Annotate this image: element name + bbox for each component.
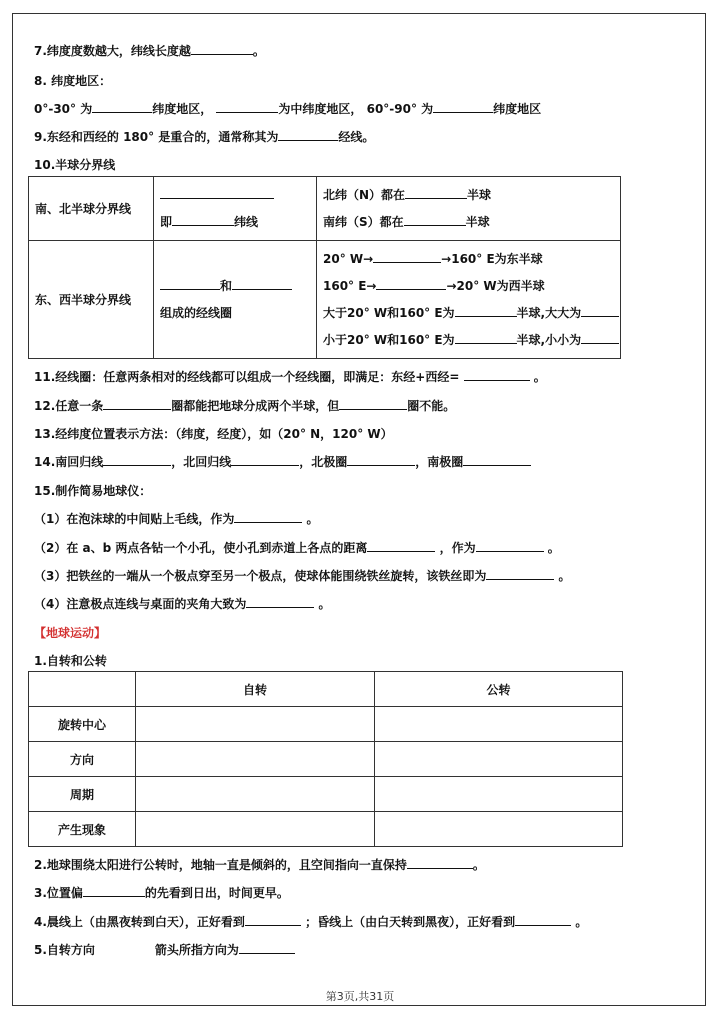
question-11 [34, 368, 546, 385]
q15-3-end: 。 [558, 569, 571, 583]
question-12 [34, 397, 455, 414]
row-label: 方向 [29, 742, 136, 777]
q15-4-blank[interactable] [246, 595, 314, 608]
m4-blank-1[interactable] [245, 913, 301, 926]
q8-blank-1[interactable] [92, 100, 152, 113]
q15-2-blank-2[interactable] [476, 539, 544, 552]
cell-rotation[interactable] [136, 777, 375, 812]
q15-2-blank-1[interactable] [367, 539, 435, 552]
m2-end: 。 [472, 858, 485, 872]
q15-2-mid: ，作为 [439, 541, 476, 555]
ns-blank-4[interactable] [404, 213, 466, 226]
question-10-title: 10.半球分界线 [34, 158, 116, 172]
m4-end: 。 [575, 915, 588, 929]
rotation-revolution-table [28, 671, 623, 847]
ew-blank-3[interactable] [373, 250, 441, 263]
q15-1-blank[interactable] [234, 510, 302, 523]
q15-3-blank[interactable] [486, 567, 554, 580]
q12-blank-2[interactable] [339, 397, 407, 410]
q8-text-a: 0°-30° 为 [34, 102, 93, 116]
ns-mid-after: 纬线 [234, 214, 259, 229]
ns-blank-1[interactable] [160, 186, 274, 199]
ns-mid [154, 177, 317, 241]
question-15-1 [34, 510, 319, 527]
m4-text-b: ；昏线上（由白天转到黑夜），正好看到 [305, 915, 516, 929]
q14-text-b: ，北回归线 [171, 455, 232, 469]
ew-mid-text: 组成的经线圈 [160, 305, 233, 320]
ew-and: 和 [220, 278, 233, 293]
ns-mid-text: 即 [160, 214, 173, 229]
ew-blank-8[interactable] [581, 331, 619, 344]
header-rotation: 自转 [136, 672, 375, 707]
page-number: 第3页,共31页 [325, 990, 395, 1003]
cell-rotation[interactable] [136, 812, 375, 847]
q12-text-a: 12.任意一条 [34, 399, 104, 413]
m3-blank[interactable] [83, 884, 145, 897]
cell-revolution[interactable] [375, 707, 623, 742]
ew-r3a: 大于20° W和160° E为 [323, 305, 455, 320]
ew-r3b: 半球,大大为 [516, 305, 582, 320]
q11-blank[interactable] [464, 368, 530, 381]
q8-text-b: 纬度地区， [152, 102, 213, 116]
header-empty [29, 672, 136, 707]
motion-4 [34, 913, 587, 930]
ns-blank-2[interactable] [172, 213, 234, 226]
q12-text-c: 圈不能。 [407, 399, 456, 413]
ns-right [317, 177, 621, 241]
q7-end: 。 [252, 44, 265, 58]
row-label: 产生现象 [29, 812, 136, 847]
q15-1-text: （1）在泡沫球的中间贴上毛线，作为 [34, 512, 235, 526]
q9-end: 经线。 [338, 130, 375, 144]
q8-text-c: 为中纬度地区， 60°-90° 为 [278, 102, 434, 116]
q8-blank-2[interactable] [216, 100, 278, 113]
section-title: 【地球运动】 [34, 626, 107, 640]
ew-r2a: 160° E→ [323, 278, 377, 293]
table-row [29, 742, 623, 777]
q14-text-c: ，北极圈 [299, 455, 348, 469]
question-14 [34, 453, 531, 470]
table-row [29, 777, 623, 812]
q8-blank-3[interactable] [433, 100, 493, 113]
m5-blank[interactable] [239, 941, 295, 954]
header-revolution: 公转 [375, 672, 623, 707]
ew-blank-7[interactable] [455, 331, 517, 344]
ew-r1b: →160° E为东半球 [441, 251, 543, 266]
m4-blank-2[interactable] [515, 913, 571, 926]
q12-blank-1[interactable] [103, 397, 171, 410]
m5-text-b: 箭头所指方向为 [154, 943, 239, 957]
q7-blank[interactable] [191, 42, 253, 55]
table-row [29, 707, 623, 742]
ew-right [317, 241, 621, 359]
question-8 [34, 100, 541, 117]
q14-text-a: 14.南回归线 [34, 455, 104, 469]
q14-blank-3[interactable] [347, 453, 415, 466]
ew-r2b: →20° W为西半球 [446, 278, 545, 293]
row-label: 旋转中心 [29, 707, 136, 742]
q14-blank-1[interactable] [103, 453, 171, 466]
q14-text-d: ，南极圈 [415, 455, 464, 469]
q7-text: 7.纬度度数越大，纬线长度越 [34, 44, 191, 58]
table-row [29, 812, 623, 847]
ns-r2b: 半球 [465, 214, 490, 229]
q8-text-d: 纬度地区 [493, 102, 542, 116]
ew-blank-1[interactable] [160, 277, 220, 290]
ns-label: 南、北半球分界线 [29, 177, 154, 241]
row-label: 周期 [29, 777, 136, 812]
ew-r4a: 小于20° W和160° E为 [323, 332, 455, 347]
q14-blank-2[interactable] [231, 453, 299, 466]
ns-blank-3[interactable] [405, 186, 467, 199]
q9-blank[interactable] [278, 128, 338, 141]
question-15-3 [34, 567, 571, 584]
ns-r2a: 南纬（S）都在 [323, 214, 404, 229]
question-9 [34, 128, 374, 145]
table-row [29, 241, 621, 359]
hemisphere-table [28, 176, 621, 359]
ew-r1a: 20° W→ [323, 251, 374, 266]
motion-3 [34, 884, 289, 901]
ew-blank-4[interactable] [376, 277, 446, 290]
q15-2-text: （2）在 a、b 两点各钻一个小孔，使小孔到赤道上各点的距离 [34, 541, 368, 555]
ew-blank-2[interactable] [232, 277, 292, 290]
motion-2 [34, 856, 485, 873]
ew-label: 东、西半球分界线 [29, 241, 154, 359]
cell-revolution[interactable] [375, 777, 623, 812]
cell-rotation[interactable] [136, 742, 375, 777]
q11-text: 11.经线圈：任意两条相对的经线都可以组成一个经线圈，即满足：东经+西经= [34, 370, 460, 384]
q9-text: 9.东经和西经的 180° 是重合的，通常称其为 [34, 130, 279, 144]
q15-3-text: （3）把铁丝的一端从一个极点穿至另一个极点，使球体能围绕铁丝旋转，该铁丝即为 [34, 569, 487, 583]
q15-2-end: 。 [547, 541, 560, 555]
motion-5 [34, 941, 295, 958]
question-15-4 [34, 595, 331, 612]
motion-1-title: 1.自转和公转 [34, 654, 107, 668]
q15-1-end: 。 [306, 512, 319, 526]
q12-text-b: 圈都能把地球分成两个半球，但 [171, 399, 340, 413]
question-15-title: 15.制作简易地球仪： [34, 484, 152, 498]
cell-revolution[interactable] [375, 812, 623, 847]
q11-end: 。 [533, 370, 546, 384]
ew-blank-6[interactable] [581, 304, 619, 317]
m5-text-a: 5.自转方向 [34, 943, 95, 957]
table-row [29, 177, 621, 241]
question-15-2 [34, 539, 560, 556]
ns-r1a: 北纬（N）都在 [323, 187, 406, 202]
question-7 [34, 42, 265, 59]
ew-mid [154, 241, 317, 359]
m4-text-a: 4.晨线上（由黑夜转到白天），正好看到 [34, 915, 245, 929]
question-13: 13.经纬度位置表示方法：（纬度，经度），如（20° N，120° W） [34, 427, 393, 441]
ew-blank-5[interactable] [455, 304, 517, 317]
m2-blank[interactable] [407, 856, 473, 869]
ew-r4b: 半球,小小为 [516, 332, 582, 347]
cell-rotation[interactable] [136, 707, 375, 742]
m3-text-a: 3.位置偏 [34, 886, 83, 900]
ns-r1b: 半球 [467, 187, 492, 202]
m3-text-b: 的先看到日出，时间更早。 [144, 886, 289, 900]
q14-blank-4[interactable] [463, 453, 531, 466]
table-header-row [29, 672, 623, 707]
q15-4-text: （4）注意极点连线与桌面的夹角大致为 [34, 597, 247, 611]
question-8-title: 8. 纬度地区： [34, 74, 112, 88]
m2-text: 2.地球围绕太阳进行公转时，地轴一直是倾斜的，且空间指向一直保持 [34, 858, 407, 872]
cell-revolution[interactable] [375, 742, 623, 777]
q15-4-end: 。 [318, 597, 331, 611]
